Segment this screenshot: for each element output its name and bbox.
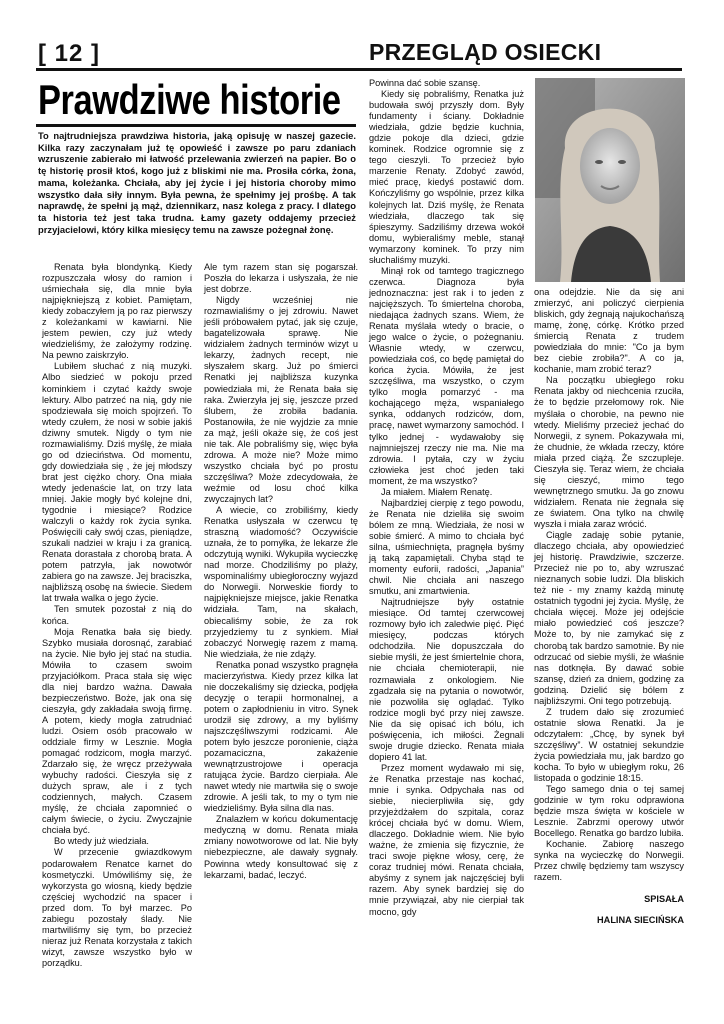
paragraph: Najtrudniejsze były ostatnie miesiące. Od tamtej czerwcowej rozmowy było ich zaledwie pięć. Pięć miesięcy, podczas których odchodziła. Nie dopuszczała do siebie myśli, że jest śmiertelnie chora, nie chciała chemioterapii, nie rozmawiała z onkologiem. Nie zgadzała się na pytania o nowotwór, nie pozwoliła się oglądać. Tylko rodzice mogli być przy niej zawsze. Nie da się opisać ich bólu, ich poświęcenia, ich miłości. Żegnali swoje drugie dziecko. Renata miała dopiero 41 lat. [369, 597, 524, 762]
masthead-title [369, 40, 681, 64]
masthead-text: PRZEGLĄD OSIECKI [369, 39, 602, 65]
paragraph: Renatka ponad wszystko pragnęła macierzyństwa. Kiedy przez kilka lat nie doczekaliśmy się dziecka, podjęła decyzję o terapii hormonalnej, a potem o zapłodnieniu in vitro. Synek urodził się zdrowy, a my byliśmy najszczęśliwszymi rodzicami. Ale potem było jeszcze poronienie, ciąża pozamaciczna, zakażenie wewnątrzustrojowe i operacja ratująca życie. Bardzo cierpiała. Ale nawet wtedy nie martwiła się o swoje zdrowie. A jeśli tak, to my o tym nie wiedzieliśmy. Była silna dla nas. [204, 659, 358, 814]
paragraph: Renata była blondynką. Kiedy rozpuszczała włosy do ramion i uśmiechała się, dla mnie była najpiękniejszą z kobiet. Pamiętam, kiedy zobaczyłem ją po raz pierwszy z koleżankami w kawiarni. Nie jestem pewien, czy już wtedy wiedzieliśmy, że założymy rodzinę. Na pewno zaiskrzyło. [42, 262, 192, 361]
paragraph: Z trudem dało się zrozumieć ostatnie słowa Renatki. Ja je odczytałem: „Chcę, by synek był szczęśliwy”. W ostatniej sekundzie życia powiedziała mu, jak bardzo go kocha. To było w ubiegłym roku, 26 listopada o godzinie 18:15. [534, 706, 684, 784]
column-3 [369, 78, 524, 1008]
paragraph: ona odejdzie. Nie da się ani zmierzyć, ani policzyć cierpienia bliskich, gdy żegnają najukochańszą mamę, żonę, córkę. Krótko przed śmiercią Renata z trudem powiedziała do mnie: "Co ja bym bez ciebie zrobiła?". A co ja, kochanie, mam zrobić teraz? [534, 287, 684, 375]
paragraph: Powinna dać sobie szansę. [369, 78, 481, 88]
article-headline: Prawdziwe historie [38, 76, 341, 123]
paragraph: Lubiłem słuchać z nią muzyki. Albo siedzieć w pokoju przed kominkiem i czytać każdy swoje lektury. Albo patrzeć na nią, gdy nie spodziewała się moich spojrzeń. To wtedy czułem, że nosi w sobie jakiś dziwny smutek. Nigdy o tym nie rozmawialiśmy. Dziś myślę, że miała go od dzieciństwa. Od momentu, gdy dowiedziała się , że jej młodszy brat jest ciężko chory. Ona miała wtedy jedenaście lat, on trzy lata mniej. Jakie mogły być kolejne dni, tygodnie i miesiące? Rodzice walczyli o każdy rok życia synka. Poświęcili cały swój czas, pieniądze, szukali nadziei w kraju i za granicą. Renata dorastała z chorobą brata. A potem patrzyła, jak nowotwór zabiera go na zawsze. Jej braciszka, najbliższą osobę na świecie. Siedem lat trwała walka o jego życie. [42, 361, 192, 604]
headline-rule [36, 124, 356, 127]
paragraph: Tego samego dnia o tej samej godzinie w tym roku odprawiona będzie msza święta w kościele w Lesznie. Zabrzmi operowy utwór Bocellego. Renatka go bardzo lubiła. [534, 784, 684, 839]
article-lead: To najtrudniejsza prawdziwa historia, jaką opisuję w naszej gazecie. Kilka razy zaczynałam już tę opowieść i zawsze po paru zdaniach wzruszenie zabierało mi łatwość przelewania zwierzeń na papier. Bo o tę historię prosił ktoś, kogo już z bliskimi nie ma. Prosiła córka, żona, mama, koleżanka. Chciała, aby jej życie i jej historia choroby mimo wszystko dała siły innym. Była pewna, że spełnimy jej prośbę. A tak naprawdę, że spełni ją mąż, dziennikarz, nasz kolega z pracy. I dlatego ta historia też jest taka trudna. Łamy gazety oddajemy przecież przyjacielowi, który kilka miesięcy temu na zawsze pożegnał żonę. [38, 130, 356, 235]
paragraph: Najbardziej cierpię z tego powodu, że Renata nie dzieliła się swoim bólem ze mną. Wiedziała, że nosi w sobie śmierć. A mimo to chciała być silna, uśmiechnięta, pragnęła byśmy ją taką zapamiętali. Chyba stąd te momenty euforii, radości, „Japania” chwil. Nie chciała ani naszego smutku, ani zmartwienia. [369, 497, 524, 597]
paragraph: Ciągle zadaję sobie pytanie, dlaczego chciała, aby opowiedzieć jej historię. Prawdziwie, szczerze. Przecież nie po to, aby wzruszać nieznanych sobie ludzi. Dla bliskich też nie - my znamy każdą minutę ostatnich tygodni jej życia. Myślę, że chciała więcej. Może jej odejście miało powiedzieć coś jeszcze? Może to, by nie zamykać się z chorobą tak bardzo samotnie. By nie odrzucać od siebie myśli, że właśnie nas dotknęła. By dawać sobie szansę, dzień za dniem, godzinę za godziną. Dzielić się bólem z najbliższymi. Oni tego potrzebują. [534, 530, 684, 706]
paragraph: Nigdy wcześniej nie rozmawialiśmy o jej zdrowiu. Nawet jeśli próbowałem pytać, jak się czuje, bagatelizowała sprawę. Nie widziałem żadnych terminów wizyt u lekarzy, żadnych recept, nie słyszałem skarg. Już po śmierci Renatki jej najbliższa kuzynka powiedziała mi, że Renata bała się raka. Zwierzyła jej się, jeszcze przed ślubem, że zrobiła badania. Postanowiła, że nie wyjdzie za mnie za mąż, jeśli okaże się, że coś jest nie tak. Ale pobraliśmy się, więc była zdrowa. A może nie? Może mimo wszystko chciała być po prostu szczęśliwa? Może zdecydowała, że weźmie od losu choć kilka zwyczajnych lat? [204, 295, 358, 504]
signoff-label: SPISAŁA [644, 893, 684, 904]
paragraph: Ja miałem. Miałem Renatę. [381, 486, 493, 497]
column-1 [42, 262, 192, 1007]
paragraph: Przez moment wydawało mi się, że Renatka przestaje nas kochać, mnie i synka. Odpychała nas od siebie, niecierpliwiła się, gdy przyjeżdżałem do szpitala, coraz krócej chciała być w domu. Wiem, dlaczego. Dokładnie wiem. Nie było ważne, że zmienia się fizycznie, że traci swoje piękne włosy, cerę, że coraz trudniej mówi. Renata chciała, abyśmy z synem jak najczęściej byli razem. Aby synek bardziej się do mnie przywiązał, aby nie cierpiał tak mocno, gdy [369, 762, 524, 917]
paragraph: A wiecie, co zrobiliśmy, kiedy Renatka usłyszała w czerwcu tę straszną wiadomość? Oczywiście uznała, że to pomyłka, że lekarze źle odczytują wyniki. Wykupiła wycieczkę nad morze. Chodziliśmy po plaży, wspominaliśmy ubiegłoroczny wyjazd do Norwegii. Norweskie fiordy to najpiękniejsze miejsce, jakie Renatka widziała. Tam, na skałach, obiecaliśmy sobie, że za rok przyjedziemy tu z synkiem. Miał zobaczyć Norwegię razem z mamą. Nie wiedziała, że nie zdąży. [204, 505, 358, 659]
paragraph: Ale tym razem stan się pogarszał. Poszła do lekarza i usłyszała, że nie jest dobrze. [204, 262, 358, 295]
paragraph: Bo wtedy już wiedziała. [54, 836, 149, 847]
column-4 [534, 287, 684, 1007]
paragraph: Znalazłem w końcu dokumentację medyczną w domu. Renata miała zmiany nowotworowe od lat. Nie były niebezpieczne, ale dawały sygnały. Powinna wtedy konsultować się z lekarzami, badać, leczyć. [204, 814, 358, 880]
author-name: HALINA SIECIŃSKA [597, 914, 684, 925]
paragraph: Na początku ubiegłego roku Renata jakby od niechcenia rzuciła, że to będzie przełomowy rok. Nie myślała o chorobie, na pewno nie wtedy. Mieliśmy przecież jechać do Norwegii, z synem. Pokazywała mi, że chudnie, że wkłada rzeczy, które miała przed ciążą. Że szczupleje. Cieszyła się. Teraz wiem, że chciała się cieszyć, mimo tego wewnętrznego smutku. Ja go znowu widziałem. Renata nie żegnała się ze światem. Ona tylko na chwilę wyszła i miała zaraz wrócić. [534, 375, 684, 529]
paragraph: W przecenie gwiazdkowym podarowałem Renatce karnet do kosmetyczki. Umówiliśmy się, że wykorzysta go wiosną, kiedy będzie częściej wychodzić na spacer i przed dom. To był marzec. Po zabiegu pozostały ślady. Nie martwiliśmy się tym, bo przecież nieraz już Renata korzystała z takich wizyt, zawsze wszystko było w porządku. [42, 847, 192, 968]
header-rule [36, 68, 682, 71]
signoff [534, 894, 684, 926]
paragraph: Minął rok od tamtego tragicznego czerwca. Diagnoza była jednoznaczna: jest rak i to jeden z najcięższych. To śmiertelna choroba, niedająca żadnych szans. Wiem, że Renata myślała wtedy o bracie, o jego walce o życie, o pożegnaniu. Własnie wtedy, w czerwcu, powiedziała coś, co będę pamiętał do końca życia. Mówiła, że jest szczęśliwa, ma wszystko, o czym tylko mogła pomarzyć - ma kochającego męża, wspaniałego synka, oddanych rodziców, dom, pracę, nawet wymarzony samochód. I tylko jednej - wydawałoby się najmniejszej rzeczy nie ma. Nie ma zdrowia. I pytała, czy w życiu człowieka jest choć jeden taki moment, że ma wszystko? [369, 265, 524, 486]
paragraph: Kiedy się pobraliśmy, Renatka już budowała swój przyszły dom. Były fundamenty i ściany. Dokładnie wiedziała, gdzie będzie kuchnia, gdzie pokoje dla dzieci, gdzie kominek. Rodzice ogromnie się z tego cieszyli. To przecież było marzenie Renaty. Zdobyć zawód, mieć pracę, kiedyś postawić dom. Kończyliśmy go wspólnie, przez kilka kolejnych lat. Dziś myślę, że Renata wiedziała, dlaczego tak się śpieszymy. Sadziliśmy drzewa wokół domu, wybieraliśmy meble, stanął wymarzony kominek. To przy nim słuchaliśmy muzyki. [369, 89, 524, 265]
page-number: [ 12 ] [38, 40, 101, 67]
portrait-photo [535, 78, 685, 282]
paragraph: Ten smutek pozostał z nią do końca. [42, 604, 192, 626]
paragraph: Moja Renatka bała się biedy. Szybko musiała dorosnąć, zarabiać na życie. Nie było jej stać na studia. Mówiła to czasem swoim przyjaciółkom. Praca stała się więc dla niej bardzo ważna. Dawała bezpieczeństwo. Boże, jak ona się cieszyła, gdy zakładała swoją firmę. A potem, kiedy mogła zatrudniać ludzi. Osiem osób pracowało w oddziale firmy w Lesznie. Mogła pomagać rodzicom, mogła marzyć. Zdarzało się, że wręcz przeżywała wybuchy radości. Cieszyła się z dużych spraw, ale i z tych codziennych, małych. Czasem myślę, że chciała zapomnieć o całym świecie, o życiu. Zwyczajnie chciała być. [42, 626, 192, 836]
column-2 [204, 262, 358, 1007]
portrait-image [535, 78, 685, 282]
paragraph: Kochanie. Zabiorę naszego synka na wycieczkę do Norwegii. Przez chwilę będziemy tam wszyscy razem. [534, 839, 684, 883]
